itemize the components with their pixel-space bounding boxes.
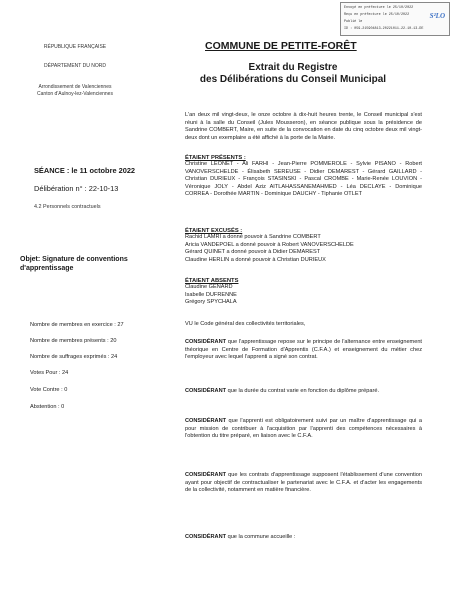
considerant-lead: CONSIDÉRANT <box>185 472 227 478</box>
considerant-1 <box>185 339 422 362</box>
considerant-text: que l'apprenti est obligatoirement suivi par un maître d'apprentissage qui a pour mission de contribuer à l'acquisition par l'apprenti des compétences nécessaires à l'obtention du titre préparé, en liaison avec le C.F.A. <box>185 418 422 440</box>
stat-vote-contre: Vote Contre : 0 <box>30 387 68 393</box>
deliberation-value: 22-10-13 <box>88 184 119 193</box>
prefecture-stamp <box>340 2 450 36</box>
excuse-item: Claudine HERLIN a donné pouvoir à Christian DURIEUX <box>185 256 326 263</box>
excuse-item: Aricia VANDEPOEL a donné pouvoir à Robert VANOVERSCHELDE <box>185 241 354 248</box>
considerant-2 <box>185 388 422 396</box>
absent-item: Isabelle DUFRENNE <box>185 291 237 298</box>
stat-suffrages: Nombre de suffrages exprimés : 24 <box>30 354 118 360</box>
deliberation-label: Délibération n° : <box>34 184 87 193</box>
arrondissement-label: Arrondissement de Valenciennes <box>38 84 112 90</box>
stat-present: Nombre de membres présents : 20 <box>30 338 117 344</box>
canton-label: Canton d'Aulnoy-lez-Valenciennes <box>37 91 113 97</box>
category-label: 4.2 Personnels contractuels <box>34 204 101 210</box>
considerant-text: que la commune accueille : <box>226 534 296 540</box>
intro-paragraph: L'an deux mil vingt-deux, le onze octobre à dix-huit heures trente, le Conseil municipal s'est réuni à la salle du Conseil (Jules Mousseron), en séance publique sous la présidence de Sandrine COMBERT, Maire, en suite de la convocation en date du cinq octobre deux mil vingt-deux dont un exemplaire a été affiché à la porte de la Mairie. <box>185 112 422 141</box>
presents-list: Christine LEONET - Ali FARHI - Jean-Pierre POMMEROLE - Sylvie PISANO - Robert VANOVERSCHELDE - Élisabeth SEREUSE - Didier DEMAREST - Gérard GAILLARD - Christian DURIEUX - François STASINSKI - Pascal CROMBE - Marie-Renée LOUVION - Véronique JOLY - Abdel Aziz AITLAHASSANEMAHMED - Léa DECLAYE - Dominique CORREA - Dorothée MARTIN - Dominique DAUCHY - Tiphanie OTLET <box>185 161 422 198</box>
extrait-line-1: Extrait du Registre <box>248 62 338 73</box>
deliberation-number <box>34 184 118 193</box>
considerant-lead: CONSIDÉRANT <box>185 534 227 540</box>
excuses-title: ÉTAIENT EXCUSÉS : <box>185 228 243 234</box>
presents-title: ÉTAIENT PRÉSENTS : <box>185 155 246 161</box>
stat-votes-pour: Votes Pour : 24 <box>30 370 69 376</box>
stamp-line: Reçu en préfecture le 25/10/2022 <box>344 13 410 17</box>
stamp-line: Publié le <box>344 20 363 24</box>
considerant-3 <box>185 418 422 441</box>
s2lo-logo: S²LO <box>429 12 445 20</box>
stat-abstention: Abstention : 0 <box>30 404 65 410</box>
considerant-text: que l'apprentissage repose sur le principe de l'alternance entre enseignement théorique en Centre de Formation d'Apprentis (C.F.A.) et enseignement du métier chez l'employeur avec lequel l'apprenti a signé son contrat. <box>185 339 422 361</box>
considerant-lead: CONSIDÉRANT <box>185 339 227 345</box>
vu-line: VU le Code général des collectivités territoriales, <box>185 321 306 327</box>
considerant-lead: CONSIDÉRANT <box>185 418 227 424</box>
absent-item: Claudine GÉNARD <box>185 284 233 290</box>
seance-date: SÉANCE : le 11 octobre 2022 <box>34 166 136 175</box>
republic-label: RÉPUBLIQUE FRANÇAISE <box>43 44 107 50</box>
extrait-line-2: des Délibérations du Conseil Municipal <box>199 74 387 85</box>
absents-title: ÉTAIENT ABSENTS <box>185 278 239 284</box>
considerant-text: que la durée du contrat varie en fonction du diplôme préparé. <box>226 388 380 394</box>
considerant-lead: CONSIDÉRANT <box>185 388 227 394</box>
stamp-line: ID : 059-215904813-20221011-22-10-13-DE <box>344 27 424 31</box>
considerant-4 <box>185 472 422 495</box>
considerant-text: que les contrats d'apprentissage supposent l'établissement d'une convention ayant pour objectif de contractualiser le partenariat avec le C.F.A. et d'acter les engagements de la collectivité, notamment en matière financière. <box>185 472 422 494</box>
excuse-item: Gérard QUINET a donné pouvoir à Didier DEMAREST <box>185 249 321 256</box>
stat-members: Nombre de membres en exercice : 27 <box>30 322 124 328</box>
objet-label: Objet: Signature de conventions d'apprentissage <box>20 256 128 272</box>
absents-section <box>185 278 422 307</box>
commune-title: COMMUNE DE PETITE-FORÊT <box>205 40 357 52</box>
presents-section <box>185 155 422 199</box>
excuses-section <box>185 228 422 264</box>
department-label: DÉPARTEMENT DU NORD <box>44 63 106 69</box>
absent-item: Grégory SPYCHALA <box>185 299 237 306</box>
extrait-title <box>178 62 408 86</box>
excuse-item: Rachid LAMRI a donné pouvoir à Sandrine COMBERT <box>185 234 321 240</box>
stamp-line: Envoyé en préfecture le 25/10/2022 <box>344 6 414 10</box>
considerant-5 <box>185 534 422 542</box>
